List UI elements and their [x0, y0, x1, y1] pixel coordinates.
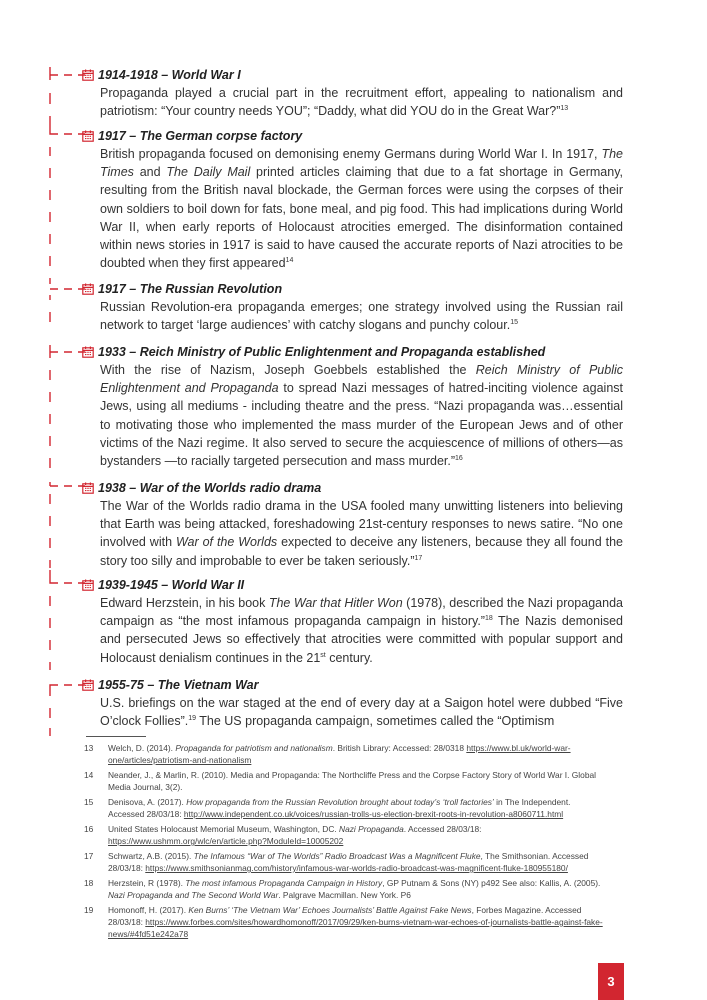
calendar-icon: [82, 69, 94, 81]
entry-heading: 1933 – Reich Ministry of Public Enlightenment and Propaganda established: [82, 344, 623, 360]
footnote-text: Herzstein, R (1978). The most infamous Propaganda Campaign in History, GP Putnam & Sons (NY) p492 See also: Kallis, A. (2005). Nazi Propaganda and The Second World War. Palgrave Macmillan. New York. P6: [108, 878, 601, 900]
footnote-text: United States Holocaust Memorial Museum, Washington, DC. Nazi Propaganda. Accessed 28/03/18: https://www.ushmm.org/wlc/en/article.php?ModuleId=10005202: [108, 824, 482, 846]
page-number: 3: [598, 963, 624, 1000]
footnote-text: Neander, J., & Marlin, R. (2010). Media and Propaganda: The Northcliffe Press and the Corpse Factory Story of World War I. Global Media Journal, 3(2).: [108, 770, 596, 792]
entry-heading: 1939-1945 – World War II: [82, 577, 623, 593]
timeline-entry: [100, 281, 623, 334]
entry-heading: 1914-1918 – World War I: [82, 67, 623, 83]
timeline-decoration: [0, 0, 100, 760]
footnote: [84, 877, 604, 901]
footnote-number: 17: [84, 851, 94, 861]
footnote-rule: [86, 736, 146, 737]
footnote: [84, 904, 604, 940]
footnote: [84, 796, 604, 820]
calendar-icon: [82, 283, 94, 295]
timeline-entry: [100, 67, 623, 120]
reference-link[interactable]: https://www.ushmm.org/wlc/en/article.php?ModuleId=10005202: [108, 836, 344, 846]
entry-body: With the rise of Nazism, Joseph Goebbels established the Reich Ministry of Public Enlightenment and Propaganda to spread Nazi messages of hatred-inciting violence against Jews, using all mediums - including theatre and the press. “Nazi propaganda was…essential to motivating those who implemented the mass murder of the European Jews and of other victims of the Nazi regime. It also served to secure the acquiescence of millions of others—as bystanders —to racially targeted persecution and mass murder.”$^{16}$: [100, 363, 623, 469]
timeline-entry: [100, 677, 623, 730]
entry-body: The War of the Worlds radio drama in the USA fooled many unwitting listeners into believing that Earth was being attacked, foreshadowing 21st-century responses to news satire. “No one involved with War of the Worlds expected to deceive any listeners, because they all found the story too silly and improbable to ever be taken seriously.”$^{17}$: [100, 499, 623, 568]
entry-body: Russian Revolution-era propaganda emerges; one strategy involved using the Russian rail network to target ‘large audiences’ with catchy slogans and punchy colour.$^{15}$: [100, 300, 623, 333]
reference-link[interactable]: https://www.smithsonianmag.com/history/infamous-war-worlds-radio-broadcast-was-magnificent-fluke-180955180/: [145, 863, 568, 873]
timeline-entry: [100, 480, 623, 570]
reference-link[interactable]: https://www.forbes.com/sites/howardhomonoff/2017/09/29/ken-burns-vietnam-war-echoes-of-journalists-battle-against-fake-news/#4fd51e242a78: [108, 917, 603, 939]
footnote-number: 16: [84, 824, 94, 834]
entry-body: British propaganda focused on demonising enemy Germans during World War I. In 1917, The Times and The Daily Mail printed articles claiming that due to a fat shortage in Germany, resulting from the British naval blockade, the German forces were using the corpses of their own soldiers to boil down for fats, bone meal, and pig food. This had implications during World War II, when early reports of Holocaust atrocities emerged. The disinformation contained within news stories in 1917 is said to have caused the accurate reports of Nazi atrocities to be doubted when they first appeared$^{14}$: [100, 147, 624, 271]
reference-link[interactable]: https://www.bl.uk/world-war-one/articles/patriotism-and-nationalism: [108, 743, 571, 765]
entry-heading: 1917 – The German corpse factory: [82, 128, 623, 144]
calendar-icon: [82, 482, 94, 494]
footnote-text: Denisova, A. (2017). How propaganda from the Russian Revolution brought about today’s ‘troll factories’ in The Independent. Accessed 28/03/18: http://www.independent.co.uk/voices/russian-trolls-us-election-brexit-roots-in-revolution-a8060711.html: [108, 797, 571, 819]
footnote-number: 14: [84, 770, 94, 780]
entry-heading: 1938 – War of the Worlds radio drama: [82, 480, 623, 496]
footnote-text: Homonoff, H. (2017). Ken Burns’ ‘The Vietnam War’ Echoes Journalists’ Battle Against Fake News, Forbes Magazine. Accessed 28/03/18: https://www.forbes.com/sites/howardhomonoff/2017/09/29/ken-burns-vietnam-war-echoes-of-journalists-battle-against-fake-news/#4fd51e242a78: [108, 905, 603, 939]
footnotes: [84, 742, 604, 943]
timeline-entry: [100, 344, 623, 470]
footnote: [84, 769, 604, 793]
footnote: [84, 850, 604, 874]
reference-link[interactable]: http://www.independent.co.uk/voices/russian-trolls-us-election-brexit-roots-in-revolution-a8060711.html: [183, 809, 564, 819]
entry-heading: 1955-75 – The Vietnam War: [82, 677, 623, 693]
footnote-text: Schwartz, A.B. (2015). The Infamous “War of The Worlds” Radio Broadcast Was a Magnificent Fluke, The Smithsonian. Accessed 28/03/18: https://www.smithsonianmag.com/history/infamous-war-worlds-radio-broadcast-was-magnificent-fluke-180955180/: [108, 851, 589, 873]
calendar-icon: [82, 346, 94, 358]
footnote: [84, 823, 604, 847]
footnote-number: 18: [84, 878, 94, 888]
timeline-entry: [100, 128, 623, 272]
entry-heading: 1917 – The Russian Revolution: [82, 281, 623, 297]
footnote-number: 15: [84, 797, 94, 807]
footnote: [84, 742, 604, 766]
calendar-icon: [82, 579, 94, 591]
calendar-icon: [82, 130, 94, 142]
footnote-number: 19: [84, 905, 94, 915]
calendar-icon: [82, 679, 94, 691]
entry-body: U.S. briefings on the war staged at the end of every day at a Saigon hotel were dubbed “Five O’clock Follies”.$^{19}$ The US propaganda campaign, sometimes called the “Optimism: [100, 696, 623, 729]
entry-body: Propaganda played a crucial part in the recruitment effort, appealing to nationalism and patriotism: “Your country needs YOU”; “Daddy, what did YOU do in the Great War?”$^{13}$: [100, 86, 623, 119]
timeline-entry: [100, 577, 623, 667]
footnote-text: Welch, D. (2014). Propaganda for patriotism and nationalism. British Library: Accessed: 28/0318 https://www.bl.uk/world-war-one/articles/patriotism-and-nationalism: [108, 743, 571, 765]
footnote-number: 13: [84, 743, 94, 753]
entry-body: Edward Herzstein, in his book The War that Hitler Won (1978), described the Nazi propaganda campaign as “the most infamous propaganda campaign in history.”$^{18}$ The Nazis demonised and persecuted Jews so effectively that atrocities were committed with popular support and Holocaust denialism continues in the 21st century.: [100, 596, 623, 665]
